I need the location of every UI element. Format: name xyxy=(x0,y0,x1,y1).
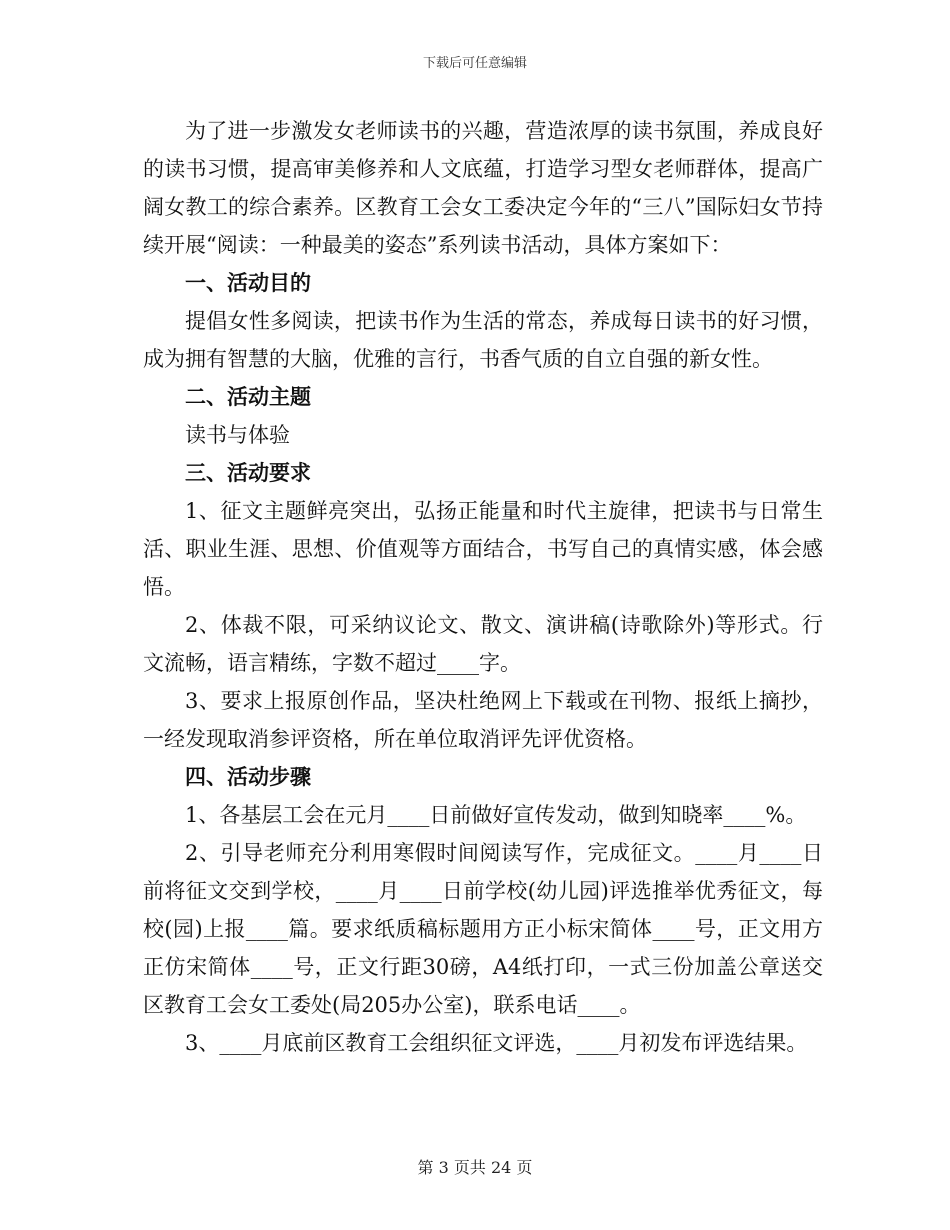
section-2-heading: 二、活动主题 xyxy=(185,384,311,409)
section-3-heading: 三、活动要求 xyxy=(185,460,311,485)
document-body xyxy=(143,112,823,1062)
step-2: 2、引导老师充分利用寒假时间阅读写作，完成征文。____月____日前将征文交到学校，____月____日前学校(幼儿园)评选推举优秀征文，每校(园)上报____篇。要求纸质稿标题用方正小标宋简体____号，正文用方正仿宋简体____号，正文行距30磅，A4纸打印，一式三份加盖公章送交区教育工会女工委处(局205办公室)，联系电话____。 xyxy=(143,841,823,1017)
step-3: 3、____月底前区教育工会组织征文评选，____月初发布评选结果。 xyxy=(185,1031,808,1055)
page-footer: 第 3 页共 24 页 xyxy=(417,1158,533,1177)
section-1-heading: 一、活动目的 xyxy=(185,270,311,295)
section-1-text: 提倡女性多阅读，把读书作为生活的常态，养成每日读书的好习惯，成为拥有智慧的大脑，优雅的言行，书香气质的自立自强的新女性。 xyxy=(143,309,823,371)
requirement-1: 1、征文主题鲜亮突出，弘扬正能量和时代主旋律，把读书与日常生活、职业生涯、思想、价值观等方面结合，书写自己的真情实感，体会感悟。 xyxy=(143,499,823,599)
requirement-3: 3、要求上报原创作品，坚决杜绝网上下载或在刊物、报纸上摘抄，一经发现取消参评资格，所在单位取消评先评优资格。 xyxy=(143,689,823,751)
intro-paragraph: 为了进一步激发女老师读书的兴趣，营造浓厚的读书氛围，养成良好的读书习惯，提高审美修养和人文底蕴，打造学习型女老师群体，提高广阔女教工的综合素养。区教育工会女工委决定今年的“三八”国际妇女节持续开展“阅读：一种最美的姿态”系列读书活动，具体方案如下： xyxy=(143,119,823,257)
requirement-2: 2、体裁不限，可采纳议论文、散文、演讲稿(诗歌除外)等形式。行文流畅，语言精练，字数不超过____字。 xyxy=(143,613,823,675)
section-4-heading: 四、活动步骤 xyxy=(185,764,311,789)
page-header: 下载后可任意编辑 xyxy=(422,56,527,71)
section-2-text: 读书与体验 xyxy=(185,423,290,447)
step-1: 1、各基层工会在元月____日前做好宣传发动，做到知晓率____%。 xyxy=(185,803,807,827)
